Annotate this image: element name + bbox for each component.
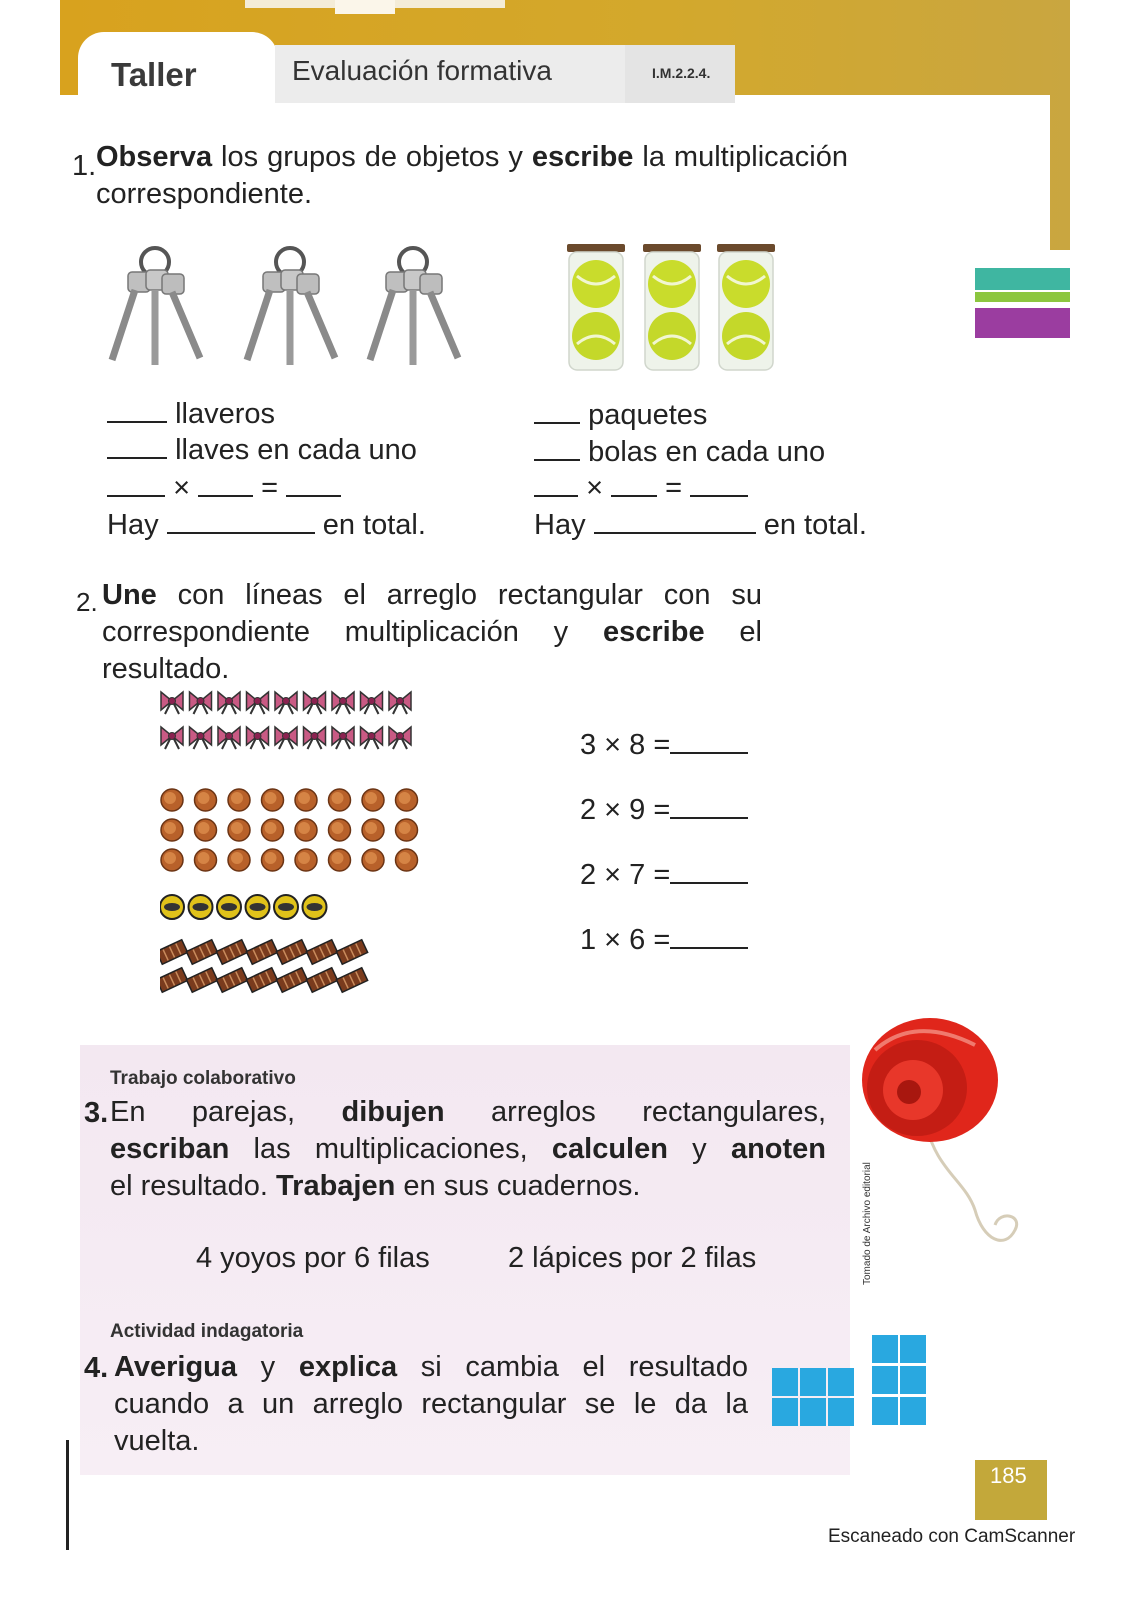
coin-icon [396, 819, 418, 841]
label-paquetes: paquetes [588, 399, 708, 431]
ex4-text-b: si cambia el resultado cuando a un arreglo rectangular se le da la vuelta. [114, 1351, 748, 1457]
indicator-code: I.M.2.2.4. [652, 65, 711, 81]
coin-icon [195, 849, 217, 871]
ex1-left-line2 [107, 432, 417, 469]
button-icon [274, 895, 298, 919]
equation-text: 1 × 6 = [580, 924, 671, 956]
answer-blank[interactable] [107, 471, 165, 497]
button-icon [160, 895, 184, 919]
label-en-total: en total. [322, 509, 426, 541]
coin-icon [161, 819, 183, 841]
label-en-total: en total. [763, 509, 867, 541]
equation-row[interactable] [580, 792, 748, 829]
button-icon [189, 895, 213, 919]
bow-icon [389, 727, 411, 749]
coin-icon [362, 849, 384, 871]
coin-icon [262, 789, 284, 811]
equation-row[interactable] [580, 922, 748, 959]
coin-icon [161, 849, 183, 871]
button-array[interactable] [160, 895, 327, 919]
bow-icon [218, 692, 240, 714]
keychain-icon [247, 248, 335, 365]
ex1-right-total [534, 507, 867, 544]
button-icon [217, 895, 241, 919]
ex1-text-a: los grupos de objetos y [212, 141, 532, 173]
exercise3-line3 [110, 1168, 640, 1205]
answer-blank[interactable] [670, 793, 748, 819]
chocolate-bar-array[interactable] [160, 940, 368, 993]
bow-icon [275, 692, 297, 714]
tab-evaluacion: Evaluación formativa [292, 55, 552, 86]
coin-icon [295, 789, 317, 811]
coin-icon [228, 819, 250, 841]
ex3-verb-escriban: escriban [110, 1133, 230, 1165]
tennis-ball-can-icon [567, 244, 625, 370]
coin-icon [262, 819, 284, 841]
label-hay: Hay [534, 509, 586, 541]
answer-blank[interactable] [594, 508, 756, 534]
coin-icon [329, 849, 351, 871]
bow-icon [389, 692, 411, 714]
ex3-text-f: en sus cuadernos. [395, 1170, 641, 1202]
ex3-text-a: En parejas, [110, 1096, 342, 1128]
ex1-left-line1 [107, 396, 275, 433]
coin-icon [262, 849, 284, 871]
ex1-left-total [107, 507, 426, 544]
bow-icon [190, 692, 212, 714]
bow-icon [275, 727, 297, 749]
coin-icon [295, 849, 317, 871]
answer-blank[interactable] [534, 398, 580, 424]
equation-text: 2 × 7 = [580, 859, 671, 891]
coin-icon [329, 789, 351, 811]
coin-icon [295, 819, 317, 841]
label-hay: Hay [107, 509, 159, 541]
tennis-cans-illustration [565, 240, 785, 375]
ex3-text-e: el resultado. [110, 1170, 277, 1202]
rectangular-arrays [160, 685, 450, 1005]
ex1-right-line1 [534, 397, 707, 434]
answer-blank[interactable] [690, 471, 748, 497]
answer-blank[interactable] [670, 923, 748, 949]
margin-line [66, 1440, 69, 1550]
answer-blank[interactable] [611, 471, 657, 497]
answer-blank[interactable] [198, 471, 253, 497]
chocolate-bar-icon [306, 940, 337, 965]
ex1-right-equation [534, 470, 748, 507]
ex2-verb-escribe: escribe [603, 616, 705, 648]
coin-icon [329, 819, 351, 841]
equation-row[interactable] [580, 727, 748, 764]
exercise3-number: 3. [84, 1097, 109, 1129]
ex1-right-line2 [534, 434, 825, 471]
bow-icon [161, 727, 183, 749]
keychain-icon [370, 248, 458, 365]
bow-icon [247, 727, 269, 749]
exercise1-number: 1. [72, 150, 97, 182]
ex3-text-c: las multiplicaciones, [229, 1133, 552, 1165]
chocolate-bar-icon [336, 940, 367, 965]
ex4-text-a: y [237, 1351, 299, 1383]
exercise2-number: 2. [76, 587, 98, 617]
bow-icon [361, 727, 383, 749]
chocolate-bar-icon [216, 968, 247, 993]
exercise4-instruction [114, 1349, 748, 1460]
rotated-arrays-illustration [770, 1330, 930, 1435]
coin-array[interactable] [161, 789, 418, 871]
grid-2x3-icon [872, 1335, 926, 1425]
chocolate-bar-icon [306, 968, 337, 993]
ex2-text-b: el resultado. [102, 616, 762, 685]
ex3-verb-calculen: calculen [551, 1133, 668, 1165]
bow-icon [361, 692, 383, 714]
chocolate-bar-icon [186, 940, 217, 965]
ex3-verb-trabajen: Trabajen [276, 1170, 396, 1202]
exercise2-instruction [102, 577, 762, 688]
coin-icon [228, 849, 250, 871]
bow-icon [161, 692, 183, 714]
exercise4-number: 4. [84, 1352, 109, 1384]
scanner-watermark: Escaneado con CamScanner [828, 1526, 1076, 1547]
coin-icon [161, 789, 183, 811]
option-yoyos: 4 yoyos por 6 filas [196, 1242, 430, 1274]
times-sign: × [586, 472, 603, 504]
ex4-verb-explica: explica [298, 1351, 398, 1383]
label-bolas-en-cada-uno: bolas en cada uno [588, 436, 826, 468]
answer-blank[interactable] [286, 471, 341, 497]
trabajo-colaborativo-label: Trabajo colaborativo [110, 1068, 296, 1089]
ex3-verb-anoten: anoten [730, 1133, 826, 1165]
coin-icon [362, 789, 384, 811]
tennis-ball-can-icon [717, 244, 775, 370]
answer-blank[interactable] [107, 397, 167, 423]
chocolate-bar-icon [216, 940, 247, 965]
bow-icon [190, 727, 212, 749]
bow-icon [247, 692, 269, 714]
coin-icon [396, 849, 418, 871]
ex3-text-d: y [667, 1133, 731, 1165]
equation-row[interactable] [580, 857, 748, 894]
bow-icon [218, 727, 240, 749]
ex1-verb-observa: Observa [96, 141, 213, 173]
chocolate-bar-icon [276, 940, 307, 965]
coin-icon [396, 789, 418, 811]
exercise1-instruction [96, 139, 848, 213]
chocolate-bar-icon [160, 940, 188, 965]
equals-sign: = [665, 472, 683, 504]
bow-icon [332, 692, 354, 714]
button-icon [303, 895, 327, 919]
actividad-indagatoria-label: Actividad indagatoria [110, 1321, 304, 1342]
ex2-verb-une: Une [102, 579, 157, 611]
chocolate-bar-icon [336, 968, 367, 993]
chocolate-bar-icon [246, 940, 277, 965]
button-icon [246, 895, 270, 919]
chocolate-bar-icon [160, 968, 188, 993]
top-notch-inner [335, 0, 395, 14]
equation-text: 3 × 8 = [580, 729, 671, 761]
answer-blank[interactable] [167, 508, 315, 534]
ex1-left-equation [107, 470, 341, 507]
bow-array[interactable] [161, 692, 411, 749]
answer-blank[interactable] [670, 728, 748, 754]
yoyo-illustration [855, 1010, 1030, 1270]
ex1-text-b: la multiplicación correspondiente. [96, 141, 848, 210]
answer-blank[interactable] [534, 435, 580, 461]
keychain-icon [112, 248, 200, 365]
coin-icon [362, 819, 384, 841]
bow-icon [332, 727, 354, 749]
tennis-ball-can-icon [643, 244, 701, 370]
keychains-illustration [100, 240, 470, 375]
page-number: 185 [990, 1463, 1027, 1488]
coin-icon [195, 819, 217, 841]
chocolate-bar-icon [246, 968, 277, 993]
tab-taller: Taller [111, 56, 197, 93]
exercise3-line1 [110, 1094, 826, 1131]
option-lapices: 2 lápices por 2 filas [508, 1242, 757, 1274]
times-sign: × [173, 472, 190, 504]
equals-sign: = [261, 472, 279, 504]
side-strip-purple [975, 308, 1070, 338]
coin-icon [195, 789, 217, 811]
ex3-verb-dibujen: dibujen [341, 1096, 445, 1128]
chocolate-bar-icon [276, 968, 307, 993]
image-credit: Tomado de Archivo editorial [862, 1162, 873, 1285]
answer-blank[interactable] [534, 471, 578, 497]
ex1-verb-escribe: escribe [531, 141, 634, 173]
ex2-text-a: con líneas el arreglo rectangular con su correspondiente multiplicación y [102, 579, 762, 648]
side-strip-teal [975, 268, 1070, 290]
equation-text: 2 × 9 = [580, 794, 671, 826]
answer-blank[interactable] [670, 858, 748, 884]
label-llaves-en-cada-uno: llaves en cada uno [175, 434, 417, 466]
label-llaveros: llaveros [175, 398, 275, 430]
answer-blank[interactable] [107, 433, 167, 459]
ex3-text-b: arreglos rectangulares, [444, 1096, 826, 1128]
bow-icon [304, 692, 326, 714]
side-strip-green [975, 292, 1070, 302]
coin-icon [228, 789, 250, 811]
ex4-verb-averigua: Averigua [114, 1351, 238, 1383]
chocolate-bar-icon [186, 968, 217, 993]
exercise3-line2 [110, 1131, 826, 1168]
bow-icon [304, 727, 326, 749]
grid-3x2-icon [772, 1368, 854, 1426]
